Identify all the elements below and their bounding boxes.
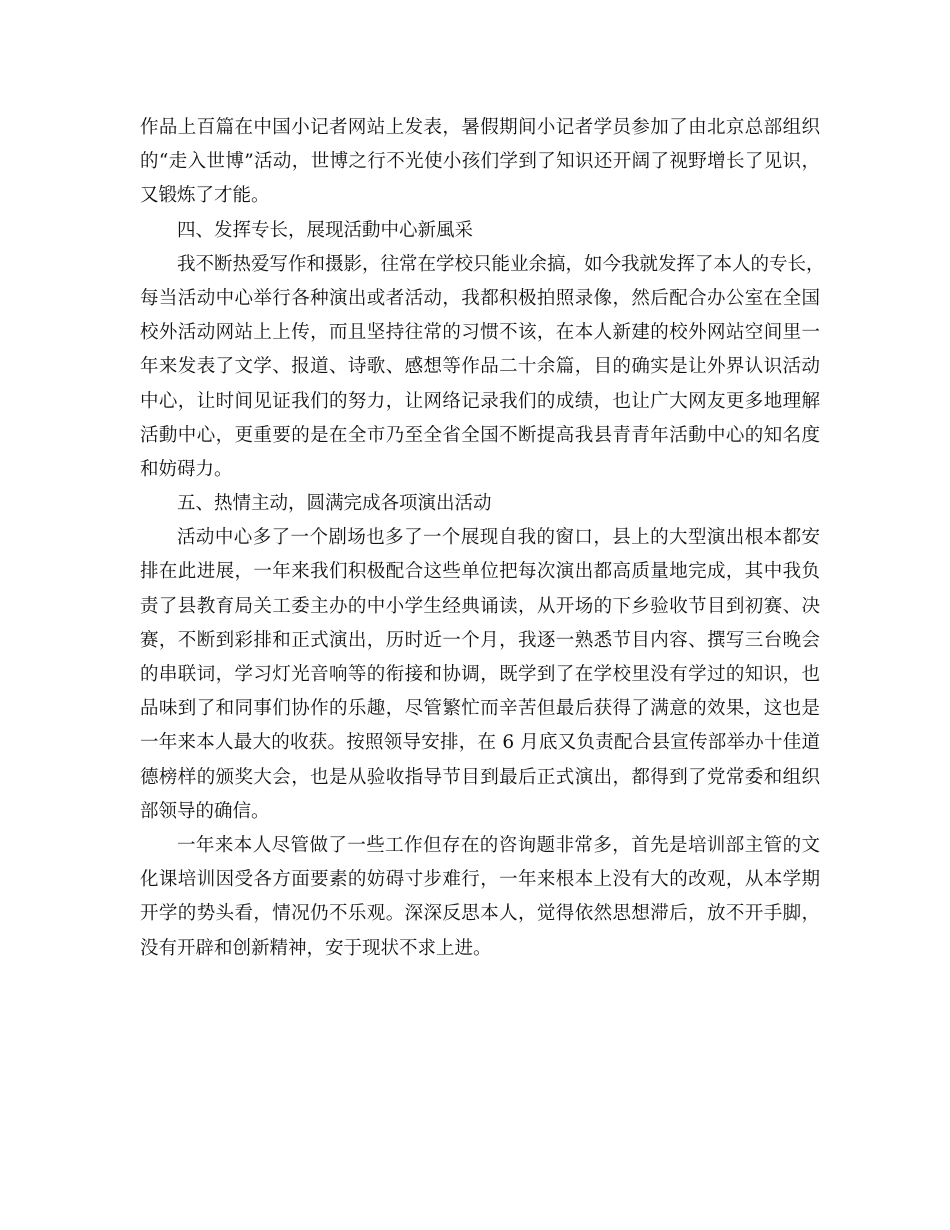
- document-body: [140, 111, 825, 966]
- text-line: 的串联词，学习灯光音响等的衔接和协调，既学到了在学校里没有学过的知识，也: [140, 664, 820, 685]
- text-line: 年来发表了文学、报道、诗歌、感想等作品二十余篇，目的确实是让外界认识活动: [140, 356, 820, 378]
- text-line: 四、发挥专长，展现活動中心新風采: [177, 219, 474, 241]
- text-line: 化课培训因受各方面要素的妨碍寸步难行，一年来根本上没有大的改观，从本学期: [140, 869, 820, 891]
- text-line: 作品上百篇在中国小记者网站上发表，暑假期间小记者学员参加了由北京总部组织: [140, 117, 820, 138]
- text-line: 又锻炼了才能。: [140, 185, 270, 207]
- text-line: 活动中心多了一个剧场也多了一个展现自我的窗口，县上的大型演出根本都安: [177, 527, 820, 549]
- text-line: 中心，让时间见证我们的努力，让网络记录我们的成绩，也让广大网友更多地理解: [140, 390, 820, 412]
- text-line: 和妨碍力。: [140, 458, 233, 480]
- text-line: 部领导的确信。: [140, 800, 270, 822]
- text-line: 品味到了和同事们协作的乐趣，尽管繁忙而辛苦但最后获得了满意的效果，这也是: [140, 698, 820, 720]
- text-line: 没有开辟和创新精神，安于现状不求上进。: [140, 937, 492, 959]
- text-line: 的“走入世博”活动，世博之行不光使小孩们学到了知识还开阔了视野增长了见识，: [140, 151, 820, 173]
- text-line: 活動中心，更重要的是在全市乃至全省全国不断提高我县青青年活動中心的知名度: [140, 424, 820, 446]
- text-line: 一年来本人尽管做了一些工作但存在的咨询题非常多，首先是培训部主管的文: [177, 834, 820, 856]
- text-line: 我不断热爱写作和摄影，往常在学校只能业余搞，如今我就发挥了本人的专长，: [177, 253, 825, 275]
- text-line: 赛，不断到彩排和正式演出，历时近一个月，我逐一熟悉节目内容、撰写三台晚会: [140, 629, 820, 651]
- text-line: 每当活动中心举行各种演出或者活动，我都积极拍照录像，然后配合办公室在全国: [140, 287, 820, 309]
- text-line: 五、热情主动，圆满完成各项演出活动: [177, 493, 492, 515]
- text-line: 责了县教育局关工委主办的中小学生经典诵读，从开场的下乡验收节目到初赛、决: [140, 595, 820, 617]
- text-line: 排在此进展，一年来我们积极配合这些单位把每次演出都高质量地完成，其中我负: [140, 561, 820, 583]
- text-line: 德榜样的颁奖大会，也是从验收指导节目到最后正式演出，都得到了党常委和组织: [140, 766, 820, 788]
- text-line: 一年来本人最大的收获。按照领导安排，在 6 月底又负责配合县宣传部举办十佳道: [140, 732, 820, 754]
- text-line: 开学的势头看，情况仍不乐观。深深反思本人，觉得依然思想滞后，放不开手脚，: [140, 903, 820, 925]
- text-line: 校外活动网站上上传，而且坚持往常的习惯不该，在本人新建的校外网站空间里一: [140, 322, 820, 344]
